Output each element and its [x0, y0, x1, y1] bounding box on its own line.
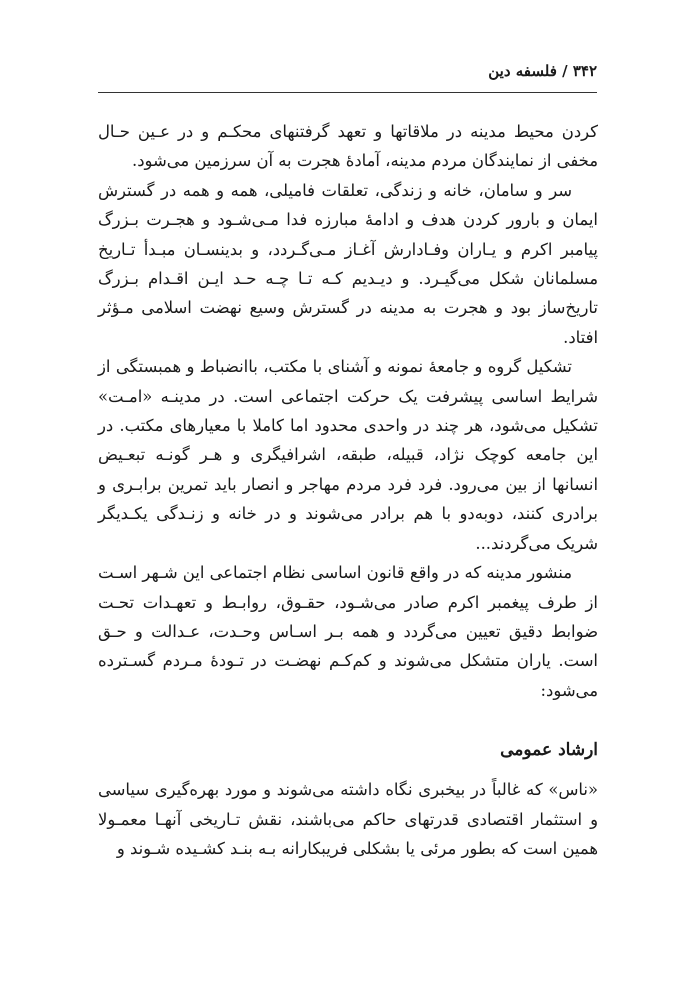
- paragraph-4: منشور مدینه که در واقع قانون اساسی نظام اجتماعی این شـهر اسـت از طرف پیغمبر اکرم صادر می‌شـود، حقـوق، روابـط و تعهـدات تحـت ضوابط دقیق تعیین می‌گردد و همه بـر اسـاس وحـدت، عـدالت و حـق است. یاران متشکل می‌شوند و کم‌کـم نهضـت در تـودۀ مـردم گسـترده می‌شود:: [98, 563, 598, 700]
- running-head: ۳۴۲ / فلسفه دین: [488, 62, 597, 80]
- section-heading: ارشاد عمومی: [500, 740, 598, 761]
- header-rule: [98, 92, 597, 93]
- paragraph-2: سر و سامان، خانه و زندگی، تعلقات فامیلی، همه و همه در گسترش ایمان و بارور کردن هدف و ادامۀ مبارزه فدا مـی‌شـود و هجـرت بـزرگ پیامبر اکرم و یـاران وفـادارش آغـاز مـی‌گـردد، و بدینسـان مبـدأ تـاریخ مسلمانان شکل می‌گیـرد. و دیـدیم کـه تـا چـه حـد ایـن اقـدام بـزرگ تاریخ‌ساز بود و هجرت به مدینه در گسترش وسیع نهضت اسلامی مـؤثر افتاد.: [98, 180, 598, 347]
- page-body: [98, 117, 598, 863]
- paragraph-1: کردن محیط مدینه در ملاقاتها و تعهد گرفتنهای محکـم و در عـین حـال مخفی از نمایندگان مردم مدینه، آمادۀ هجرت به آن سرزمین می‌شود.: [98, 122, 598, 171]
- section-paragraph: «ناس» که غالباً در بیخبری نگاه داشته می‌شوند و مورد بهره‌گیری سیاسی و استثمار اقتصادی قدرتهای حاکم می‌باشند، نقش تـاریخی آنهـا معمـولا همین است که بطور مرئی یا بشکلی فریبکارانه بـه بنـد کشـیده شـوند و: [98, 780, 598, 858]
- paragraph-3: تشکیل گروه و جامعۀ نمونه و آشنای با مکتب، باانضباط و همبستگی از شرایط اساسی پیشرفت یک حرکت اجتماعی است. در مدینـه «امـت» تشکیل می‌شود، هر چند در واحدی محدود اما کاملا با معیارهای مکتب. در این جامعه کوچک نژاد، قبیله، طبقه، اشرافیگری و هـر گونـه تبعـیض انسانها از بین می‌رود. فرد فرد مردم مهاجر و انصار باید تمرین برابـری و برادری کنند، دوبه‌دو با هم برادر می‌شوند و در خانه و زنـدگی یکـدیگر شریک می‌گردند...: [98, 357, 598, 553]
